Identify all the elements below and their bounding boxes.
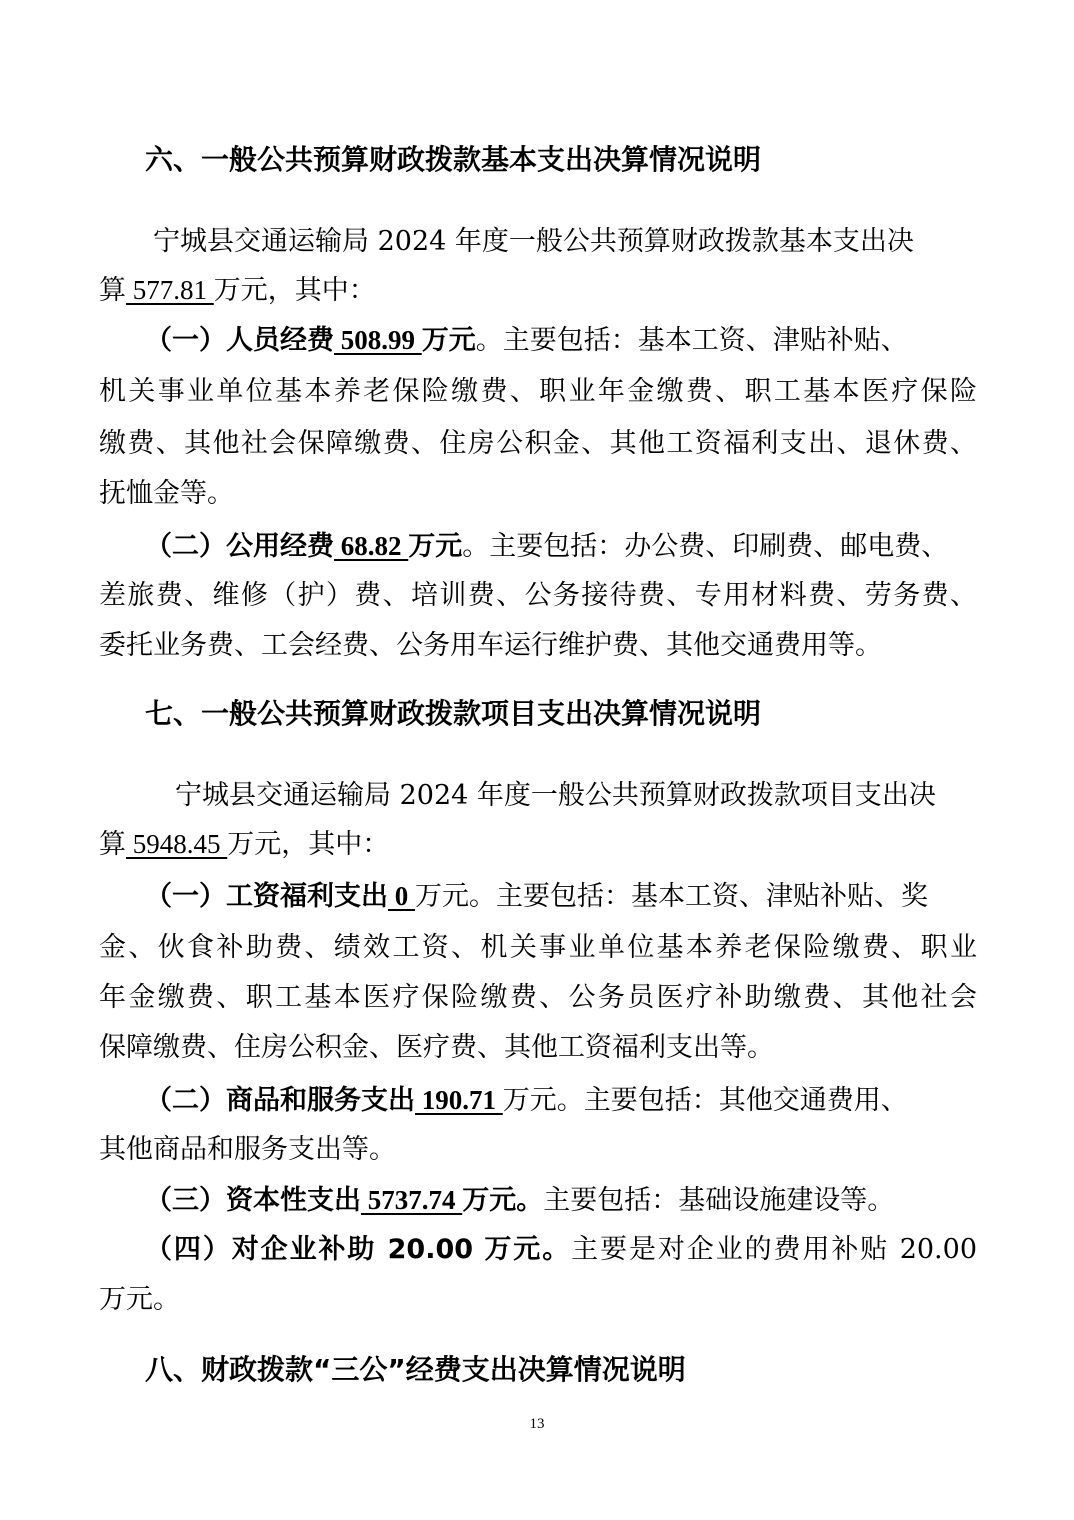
section-6-item-1-unit: 万元 xyxy=(421,325,476,356)
section-7-heading: 七、一般公共预算财政拨款项目支出决算情况说明 xyxy=(145,697,762,730)
section-7-item-1-value: 0 xyxy=(388,881,415,911)
section-7-item-2-label: （二）商品和服务支出 xyxy=(145,1085,415,1116)
section-6-intro-line-1 xyxy=(153,222,977,262)
section-6-item-2-line-3: 委托业务费、工会经费、公务用车运行维护费、其他交通费用等。 xyxy=(99,630,882,661)
section-7-item-2-text: 万元。主要包括：其他交通费用、 xyxy=(502,1085,908,1116)
section-6-item-1-line-3: 缴费、其他社会保障缴费、住房公积金、其他工资福利支出、退休费、 xyxy=(99,428,977,459)
section-7-item-2-line-2: 其他商品和服务支出等。 xyxy=(99,1134,396,1165)
section-6-item-1-value: 508.99 xyxy=(334,325,422,355)
section-8-heading: 八、财政拨款“三公”经费支出决算情况说明 xyxy=(145,1353,686,1386)
section-7-intro-line-1 xyxy=(175,776,977,816)
section-6-intro-cont: 算 xyxy=(99,275,126,306)
section-7-item-1-text: 万元。主要包括：基本工资、津贴补贴、奖 xyxy=(415,881,928,912)
section-7-intro-text: 宁城县交通运输局 2024 年度一般公共预算财政拨款项目支出决 xyxy=(175,780,936,811)
section-7-item-3-text: 主要包括：基础设施建设等。 xyxy=(543,1185,895,1216)
section-6-intro-line-2 xyxy=(99,270,977,311)
section-7-item-4-line-1 xyxy=(145,1230,977,1270)
section-7-item-3-unit: 万元。 xyxy=(462,1185,544,1216)
section-7-item-4-line-2: 万元。 xyxy=(99,1284,180,1315)
section-7-item-4-label: （四）对企业补助 20.00 万元。 xyxy=(145,1234,572,1265)
section-6-heading: 六、一般公共预算财政拨款基本支出决算情况说明 xyxy=(145,143,762,176)
section-6-item-1-text: 。主要包括：基本工资、津贴补贴、 xyxy=(475,325,908,356)
section-7-item-3-label: （三）资本性支出 xyxy=(145,1185,361,1216)
section-6-item-1-line-4: 抚恤金等。 xyxy=(99,478,234,509)
section-6-intro-text: 宁城县交通运输局 2024 年度一般公共预算财政拨款基本支出决 xyxy=(153,226,914,257)
section-6-item-2-text: 。主要包括：办公费、印刷费、邮电费、 xyxy=(462,531,949,562)
section-7-item-1-line-1 xyxy=(145,876,977,917)
section-6-item-1-line-1 xyxy=(145,320,977,361)
section-6-item-2-unit: 万元 xyxy=(408,531,463,562)
section-6-item-1-line-2: 机关事业单位基本养老保险缴费、职业年金缴费、职工基本医疗保险 xyxy=(99,376,977,407)
page-number: 13 xyxy=(529,1416,545,1432)
section-7-intro-cont: 算 xyxy=(99,829,126,860)
section-7-total-value: 5948.45 xyxy=(126,829,228,859)
section-6-item-2-value: 68.82 xyxy=(334,531,409,561)
section-7-total-suffix: 万元，其中： xyxy=(227,829,390,860)
section-7-item-2-value: 190.71 xyxy=(415,1085,503,1115)
section-7-item-4-text: 主要是对企业的费用补贴 20.00 xyxy=(571,1234,977,1265)
section-7-intro-line-2 xyxy=(99,824,977,865)
section-7-item-3-value: 5737.74 xyxy=(361,1185,463,1215)
section-7-item-1-line-4: 保障缴费、住房公积金、医疗费、其他工资福利支出等。 xyxy=(99,1032,774,1063)
section-6-item-2-label: （二）公用经费 xyxy=(145,531,334,562)
section-7-item-1-label: （一）工资福利支出 xyxy=(145,881,388,912)
section-7-item-2-line-1 xyxy=(145,1080,977,1121)
section-7-item-1-line-2: 金、伙食补助费、绩效工资、机关事业单位基本养老保险缴费、职业 xyxy=(99,932,977,963)
section-6-item-2-line-1 xyxy=(145,526,977,567)
section-6-total-value: 577.81 xyxy=(126,275,214,305)
section-6-item-1-label: （一）人员经费 xyxy=(145,325,334,356)
section-7-item-1-line-3: 年金缴费、职工基本医疗保险缴费、公务员医疗补助缴费、其他社会 xyxy=(99,982,977,1013)
section-6-total-suffix: 万元，其中： xyxy=(213,275,376,306)
section-7-item-3-line-1 xyxy=(145,1180,977,1221)
section-6-item-2-line-2: 差旅费、维修（护）费、培训费、公务接待费、专用材料费、劳务费、 xyxy=(99,580,977,611)
